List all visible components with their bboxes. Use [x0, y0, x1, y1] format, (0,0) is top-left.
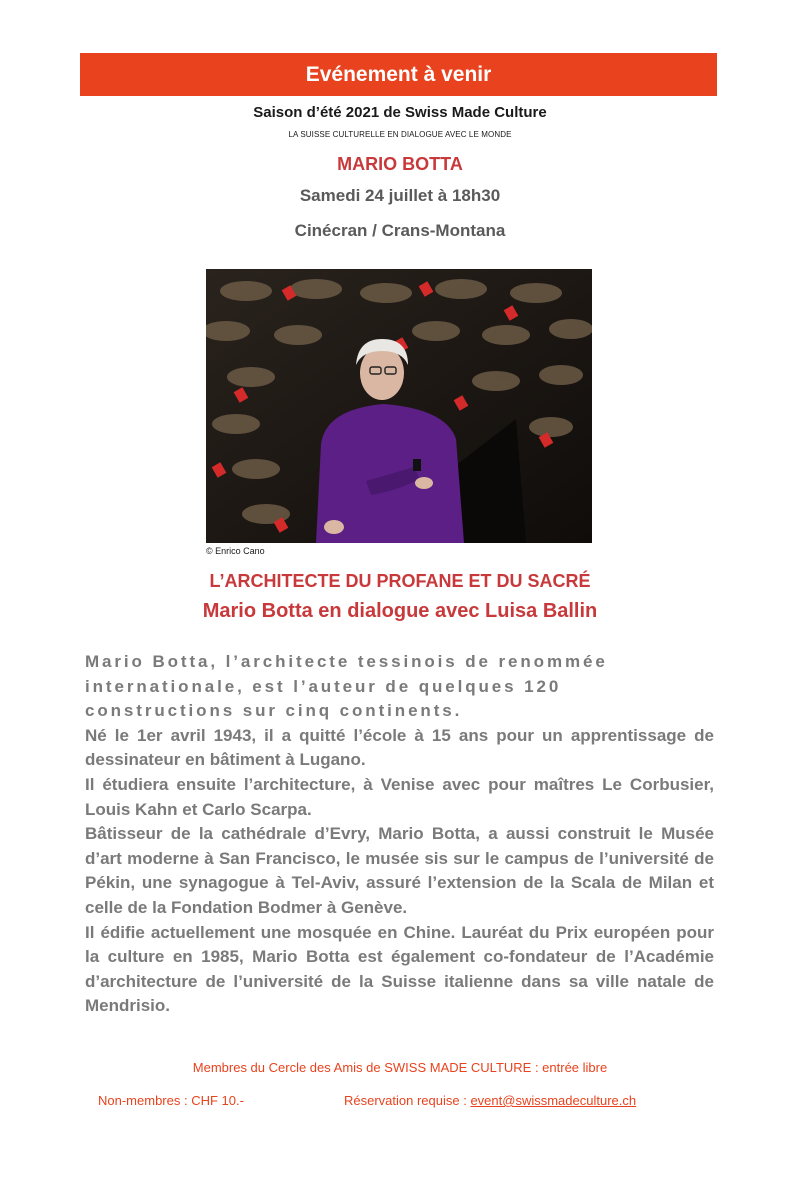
bio-paragraph: Il édifie actuellement une mosquée en Chine. Lauréat du Prix européen pour la culture en 1985, Mario Botta est également co-fondateur de l’Académie d’architecture de l’université de la Suisse italienne dans sa ville natale de Mendrisio. [85, 922, 714, 1016]
talk-subtitle: Mario Botta en dialogue avec Luisa Ballin [202, 600, 598, 622]
bio-paragraph: Il étudiera ensuite l’architecture, à Venise avec pour maîtres Le Corbusier, Louis Kahn et Carlo Scarpa. [85, 774, 714, 819]
season-title: Saison d’été 2021 de Swiss Made Culture [253, 104, 547, 121]
bio-paragraph: Né le 1er avril 1943, il a quitté l’école à 15 ans pour un apprentissage de dessinateur en bâtiment à Lugano. [85, 725, 714, 770]
event-venue: Cinécran / Crans-Montana [294, 221, 506, 240]
email-link[interactable]: event@swissmadeculture.ch [470, 1093, 637, 1108]
tagline: LA SUISSE CULTURELLE EN DIALOGUE AVEC LE MONDE [288, 130, 512, 139]
bio-paragraph: Mario Botta, l’architecte tessinois de renommée internationale, est l’auteur de quelques 120 constructions sur cinq continents. [85, 652, 608, 721]
event-banner [80, 53, 717, 96]
non-member-price: Non-membres : CHF 10.- [98, 1093, 244, 1108]
photo-credit: © Enrico Cano [206, 546, 265, 556]
reservation-info [344, 1093, 636, 1108]
reservation-label: Réservation requise : [344, 1093, 471, 1108]
event-date: Samedi 24 juillet à 18h30 [299, 186, 501, 205]
biography [85, 650, 714, 1019]
members-info: Membres du Cercle des Amis de SWISS MADE CULTURE : entrée libre [192, 1060, 608, 1075]
banner-title: Evénement à venir [305, 62, 492, 86]
artist-name: MARIO BOTTA [337, 154, 463, 174]
portrait-photo [206, 269, 592, 543]
bio-paragraph: Bâtisseur de la cathédrale d’Evry, Mario Botta, a aussi construit le Musée d’art moderne à San Francisco, le musée sis sur le campus de l’université de Pékin, une synagogue à Tel-Aviv, assuré l’extension de la Scala de Milan et celle de la Fondation Bodmer à Genève. [85, 824, 714, 917]
talk-title: L’ARCHITECTE DU PROFANE ET DU SACRÉ [209, 571, 591, 591]
